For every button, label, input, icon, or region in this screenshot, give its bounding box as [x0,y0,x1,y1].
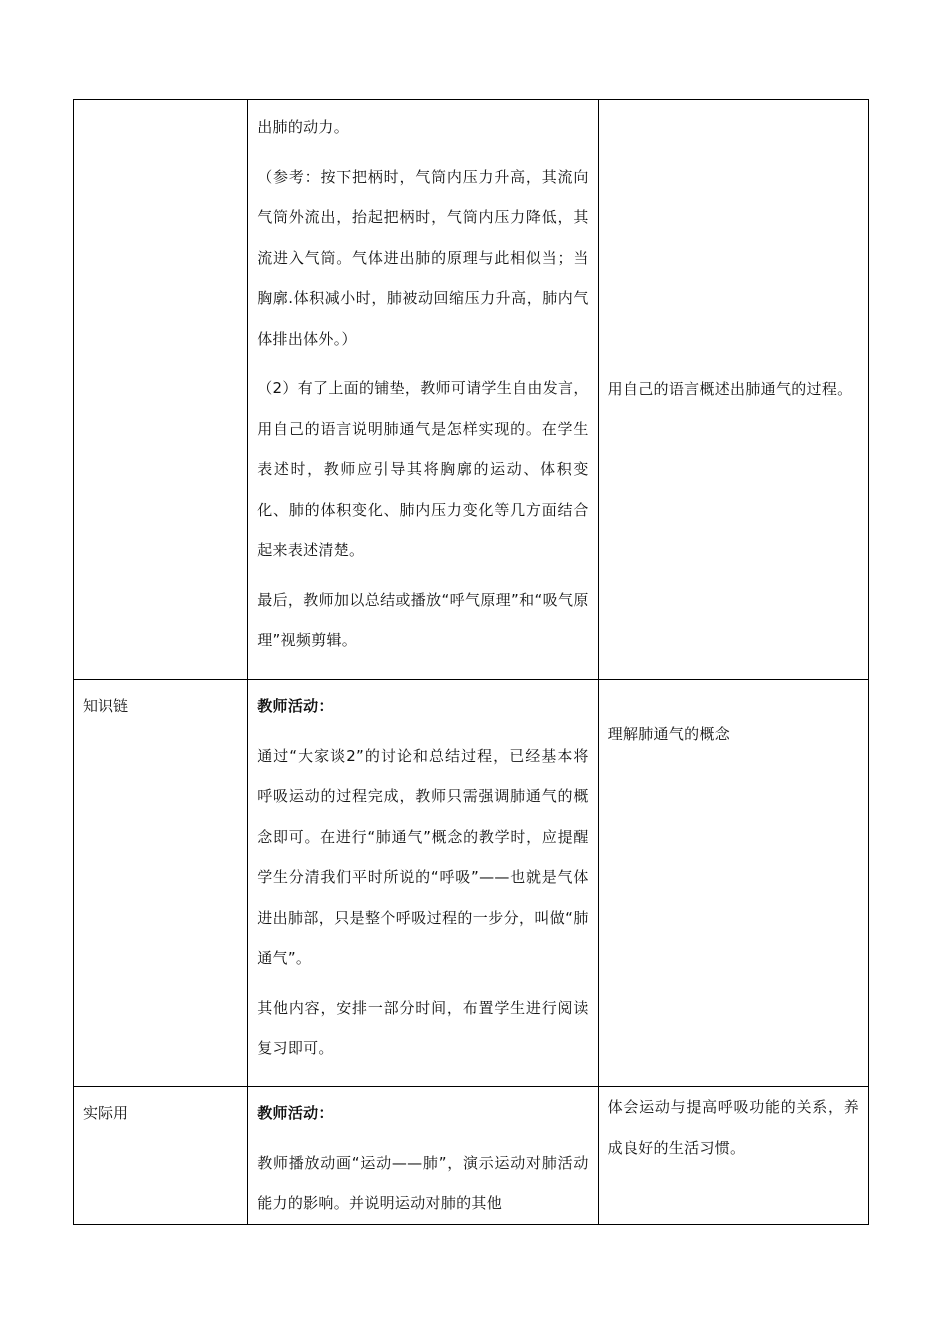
table-row [74,100,869,680]
row-label [74,100,247,114]
table-row [74,1087,869,1225]
goal-cell [598,100,868,680]
content-paragraph: 最后，教师加以总结或播放“呼气原理”和“吸气原理”视频剪辑。 [257,590,589,649]
goal-text: 体会运动与提高呼吸功能的关系，养成良好的生活习惯。 [607,1098,859,1157]
goal-cell [598,1087,868,1225]
row-label: 知识链 [83,697,129,715]
content-cell [248,1087,598,1225]
row-label-cell [74,100,248,680]
content-paragraph: 其他内容，安排一部分时间，布置学生进行阅读复习即可。 [257,998,589,1057]
content-paragraph: 出肺的动力。 [257,118,350,136]
goal-text: 理解肺通气的概念 [607,725,731,743]
content-cell [248,100,598,680]
content-paragraph: （2）有了上面的铺垫，教师可请学生自由发言，用自己的语言说明肺通气是怎样实现的。在学生表述时，教师应引导其将胸廓的运动、体积变化、肺的体积变化、肺内压力变化等几方面结合起来表述清楚。 [257,379,589,559]
content-paragraph: 通过“大家谈2”的讨论和总结过程，已经基本将呼吸运动的过程完成，教师只需强调肺通气的概念即可。在进行“肺通气”概念的教学时，应提醒学生分清我们平时所说的“呼吸”——也就是气体进出肺部，只是整个呼吸过程的一步分，叫做“肺通气”。 [257,746,589,967]
content-paragraph: （参考：按下把柄时，气筒内压力升高，其流向气筒外流出，抬起把柄时，气筒内压力降低，其流进入气筒。气体进出肺的原理与此相似当；当胸廓.体积减小时，肺被动回缩压力升高，肺内气体排出体外。） [257,167,589,348]
row-label: 实际用 [83,1104,129,1122]
content-cell [248,680,598,1087]
content-heading: 教师活动： [257,697,334,715]
goal-cell [598,680,868,1087]
goal-text: 用自己的语言概述出肺通气的过程。 [607,380,853,399]
row-label-cell [74,680,248,1087]
table-row [74,680,869,1087]
content-heading: 教师活动： [257,1104,334,1122]
content-paragraph: 教师播放动画“运动——肺”，演示运动对肺活动能力的影响。并说明运动对肺的其他 [257,1153,589,1212]
lesson-plan-table [73,99,869,1225]
row-label-cell [74,1087,248,1225]
